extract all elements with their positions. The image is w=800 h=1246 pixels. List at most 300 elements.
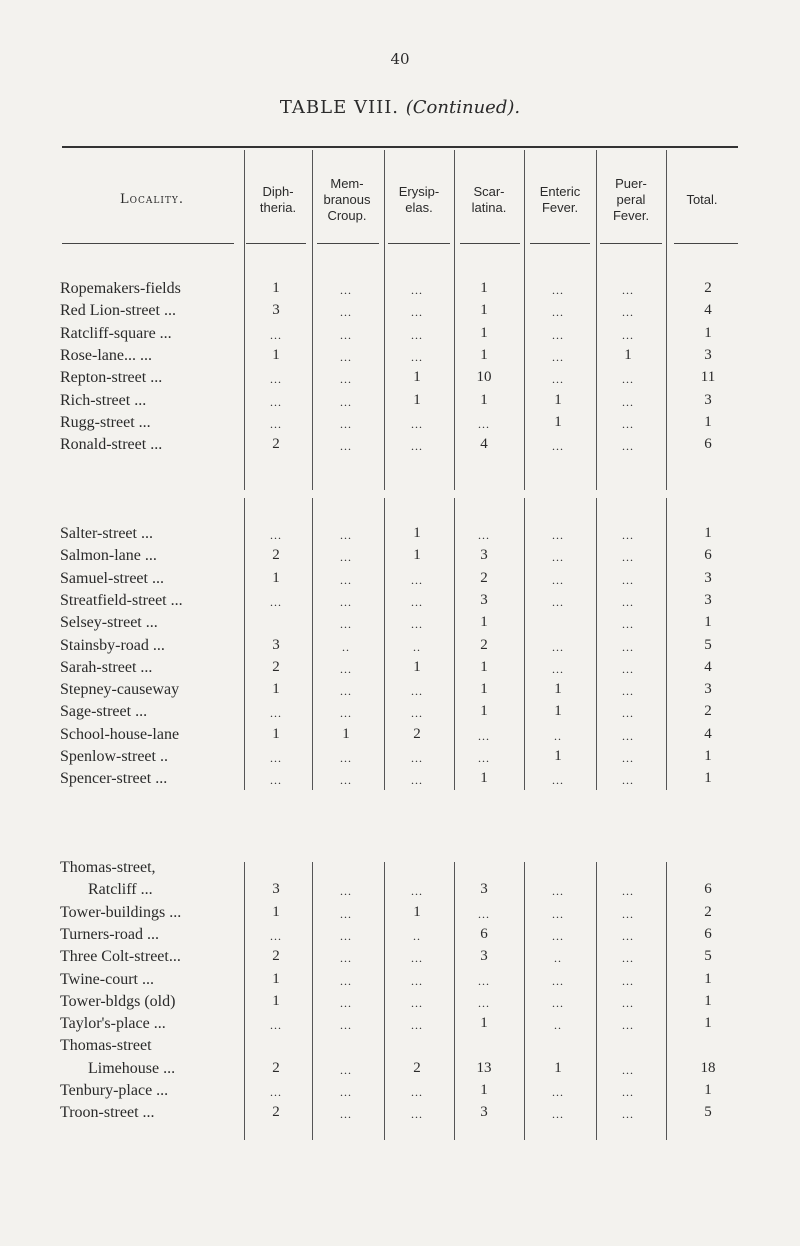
header-locality: Locality. xyxy=(119,192,184,207)
table-cell: 6 xyxy=(704,436,712,453)
table-cell: ... xyxy=(622,995,634,1010)
table-cell: 1 xyxy=(413,525,421,541)
table-cell: 1 xyxy=(272,569,280,586)
table-cell: ... xyxy=(622,661,634,676)
table-cell: 1 xyxy=(342,725,350,742)
locality-name: Thomas-street, xyxy=(60,859,156,876)
table-cell: 1 xyxy=(413,547,421,564)
locality-name: Twine-court ... xyxy=(60,970,154,988)
table-cell: 2 xyxy=(704,280,712,296)
header-line: Total. xyxy=(686,192,718,207)
table-cell: ... xyxy=(552,928,564,943)
table-cell: ... xyxy=(622,1018,634,1033)
table-cell: 2 xyxy=(272,547,280,564)
table-row xyxy=(0,1037,800,1059)
table-cell: ... xyxy=(552,439,564,454)
table-cell: ... xyxy=(270,394,282,409)
table-cell: 1 xyxy=(480,302,488,319)
header-underline xyxy=(530,243,590,244)
locality-name: Salter-street ... xyxy=(60,525,153,542)
header-underline xyxy=(460,243,520,244)
table-row xyxy=(0,681,800,703)
table-row xyxy=(0,547,800,569)
table-cell: ... xyxy=(270,327,282,342)
table-cell: ... xyxy=(478,728,490,743)
table-cell: ... xyxy=(411,973,423,988)
table-cell: 4 xyxy=(480,436,488,453)
locality-name: Spenlow-street .. xyxy=(60,748,168,765)
table-cell: ... xyxy=(340,1018,352,1033)
table-header xyxy=(0,150,800,250)
table-cell: ... xyxy=(270,372,282,387)
table-cell: 2 xyxy=(480,636,488,653)
table-cell: ... xyxy=(270,928,282,943)
locality-name: Turners-road ... xyxy=(60,925,159,943)
table-cell: 1 xyxy=(413,658,421,675)
table-cell: 1 xyxy=(704,614,712,631)
table-cell: 2 xyxy=(272,658,280,675)
table-cell: ... xyxy=(340,1085,352,1099)
table-cell: ... xyxy=(622,617,634,632)
table-row xyxy=(0,726,800,748)
table-cell: .. xyxy=(413,928,421,943)
table-cell: ... xyxy=(340,349,352,364)
table-cell: ... xyxy=(411,1085,423,1099)
table-cell: 2 xyxy=(413,1059,421,1076)
table-cell: ... xyxy=(622,684,634,699)
table-cell: ... xyxy=(340,928,352,943)
locality-name: Ratcliff ... xyxy=(88,881,153,899)
table-cell: 1 xyxy=(272,970,280,987)
table-row xyxy=(0,703,800,725)
table-cell: 1 xyxy=(272,903,280,920)
table-cell: 2 xyxy=(272,1104,280,1121)
table-cell: ... xyxy=(552,305,564,320)
table-cell: ... xyxy=(411,594,423,609)
table-cell: 1 xyxy=(272,280,280,296)
table-cell: ... xyxy=(270,751,282,765)
table-cell: ... xyxy=(411,349,423,364)
table-cell: 3 xyxy=(704,591,712,608)
table-cell: ... xyxy=(552,1085,564,1099)
table-cell: 13 xyxy=(476,1059,492,1076)
table-cell: ... xyxy=(622,305,634,320)
table-cell: .. xyxy=(554,1018,562,1033)
locality-name: Tower-bldgs (old) xyxy=(60,992,176,1010)
table-cell: ... xyxy=(622,973,634,988)
table-cell: 4 xyxy=(704,725,712,742)
locality-name: Repton-street ... xyxy=(60,369,163,387)
table-cell: 2 xyxy=(480,569,488,586)
table-cell: 1 xyxy=(480,1015,488,1032)
table-title-main: TABLE VIII. xyxy=(279,97,400,118)
table-cell: ... xyxy=(552,639,564,654)
table-row xyxy=(0,1104,800,1126)
table-cell: 6 xyxy=(704,925,712,942)
table-cell: 3 xyxy=(272,881,280,898)
table-row xyxy=(0,770,800,792)
header-enteric xyxy=(524,150,596,250)
table-cell: ... xyxy=(478,751,490,765)
table-cell: ... xyxy=(552,594,564,609)
table-cell: 2 xyxy=(704,903,712,920)
table-cell: ... xyxy=(552,995,564,1010)
table-cell: ... xyxy=(411,283,423,297)
table-cell: 5 xyxy=(704,1104,712,1121)
table-cell: 1 xyxy=(480,658,488,675)
table-cell: 3 xyxy=(704,391,712,408)
table-cell: 2 xyxy=(704,703,712,720)
table-cell: 1 xyxy=(704,1015,712,1032)
table-row xyxy=(0,859,800,881)
header-text xyxy=(686,192,717,208)
table-cell: ... xyxy=(411,684,423,699)
top-rule xyxy=(62,146,738,148)
table-cell: 3 xyxy=(704,681,712,698)
table-row xyxy=(0,414,800,436)
table-cell: ... xyxy=(411,617,423,632)
header-underline xyxy=(62,243,234,244)
table-cell: ... xyxy=(478,906,490,921)
table-cell: ... xyxy=(411,995,423,1010)
header-underline xyxy=(317,243,379,244)
table-cell: ... xyxy=(552,884,564,899)
table-row xyxy=(0,614,800,636)
table-cell: ... xyxy=(270,594,282,609)
table-cell: 3 xyxy=(480,881,488,898)
table-cell: ... xyxy=(622,1062,634,1077)
table-cell: ... xyxy=(478,528,490,542)
header-diphtheria xyxy=(244,150,312,250)
table-cell: ... xyxy=(622,1107,634,1122)
table-cell: ... xyxy=(340,439,352,454)
table-row xyxy=(0,1082,800,1104)
header-total xyxy=(666,150,738,250)
table-cell: 1 xyxy=(554,391,562,408)
locality-name: Limehouse ... xyxy=(88,1059,176,1077)
locality-name: Ronald-street ... xyxy=(60,436,163,454)
table-cell: ... xyxy=(622,394,634,409)
table-cell: ... xyxy=(552,327,564,342)
header-text xyxy=(613,176,649,224)
table-row xyxy=(0,1015,800,1037)
header-erysipelas xyxy=(384,150,454,250)
locality-name: Selsey-street ... xyxy=(60,614,158,632)
header-scarlatina xyxy=(454,150,524,250)
header-text xyxy=(540,184,580,216)
table-cell: 1 xyxy=(480,770,488,787)
table-cell: 1 xyxy=(413,391,421,408)
locality-name: Stepney-causeway xyxy=(60,681,180,699)
table-cell: ... xyxy=(340,973,352,988)
header-text xyxy=(472,184,507,216)
table-cell: ... xyxy=(622,751,634,765)
header-line: Croup. xyxy=(327,208,367,223)
locality-name: Red Lion-street ... xyxy=(60,302,176,320)
table-cell: 5 xyxy=(704,948,712,965)
table-cell: 1 xyxy=(272,725,280,742)
table-cell: 1 xyxy=(272,346,280,363)
table-cell: ... xyxy=(270,416,282,431)
table-cell: ... xyxy=(340,572,352,587)
table-cell: ... xyxy=(340,1062,352,1077)
header-line: Diph- xyxy=(262,184,294,199)
table-row xyxy=(0,525,800,547)
locality-name: Tenbury-place ... xyxy=(60,1082,169,1099)
table-cell: ... xyxy=(622,439,634,454)
header-croup xyxy=(312,150,382,250)
table-cell: ... xyxy=(411,1107,423,1122)
table-cell: 1 xyxy=(480,614,488,631)
table-cell: 4 xyxy=(704,658,712,675)
table-title-suffix: (Continued). xyxy=(405,97,521,118)
table-cell: ... xyxy=(411,1018,423,1033)
table-cell: ... xyxy=(270,1085,282,1099)
table-cell: 1 xyxy=(480,681,488,698)
table-cell: ... xyxy=(552,283,564,297)
table-cell: ... xyxy=(411,327,423,342)
table-row xyxy=(0,280,800,302)
table-cell: 1 xyxy=(480,280,488,296)
table-cell: 6 xyxy=(704,881,712,898)
table-cell: 1 xyxy=(554,748,562,764)
locality-name: Taylor's-place ... xyxy=(60,1015,166,1033)
table-cell: ... xyxy=(340,594,352,609)
table-cell: 6 xyxy=(480,925,488,942)
header-underline xyxy=(388,243,450,244)
page-number: 40 xyxy=(390,50,410,68)
table-cell: ... xyxy=(270,1018,282,1033)
table-cell: 2 xyxy=(413,725,421,742)
header-line: Puer- xyxy=(615,176,647,191)
table-cell: ... xyxy=(340,394,352,409)
table-cell: 1 xyxy=(272,681,280,698)
table-cell: ... xyxy=(411,951,423,966)
table-row xyxy=(0,748,800,770)
locality-name: Ratcliff-square ... xyxy=(60,324,172,342)
table-cell: 2 xyxy=(272,948,280,965)
table-cell: ... xyxy=(411,572,423,587)
table-cell: 18 xyxy=(700,1059,716,1076)
table-cell: ... xyxy=(552,1107,564,1122)
table-cell: ... xyxy=(622,706,634,721)
locality-name: Spencer-street ... xyxy=(60,770,168,788)
table-cell: ... xyxy=(340,751,352,765)
header-line: elas. xyxy=(405,200,433,215)
table-cell: 3 xyxy=(272,302,280,319)
header-line: theria. xyxy=(259,200,297,215)
table-row xyxy=(0,1060,800,1082)
table-cell: ... xyxy=(340,951,352,966)
table-cell: ... xyxy=(411,706,423,721)
header-underline xyxy=(674,243,738,244)
table-row xyxy=(0,392,800,414)
table-row xyxy=(0,592,800,614)
table-cell: ... xyxy=(552,372,564,387)
table-cell: 1 xyxy=(272,992,280,1009)
table-cell: ... xyxy=(411,439,423,454)
locality-name: Samuel-street ... xyxy=(60,569,164,587)
header-line: Scar- xyxy=(473,184,505,199)
table-cell: ... xyxy=(411,305,423,320)
table-cell: ... xyxy=(552,550,564,565)
table-cell: 4 xyxy=(704,302,712,319)
table-cell: 1 xyxy=(704,992,712,1009)
locality-name: Troon-street ... xyxy=(60,1104,155,1122)
table-row xyxy=(0,436,800,458)
table-cell: ... xyxy=(340,283,352,297)
table-cell: 3 xyxy=(704,569,712,586)
table-cell: ... xyxy=(552,661,564,676)
header-line: Fever. xyxy=(612,208,650,223)
table-cell: ... xyxy=(340,372,352,387)
table-cell: 1 xyxy=(704,748,712,764)
table-cell: ... xyxy=(622,773,634,788)
header-line: Erysip- xyxy=(398,184,440,199)
table-row xyxy=(0,302,800,324)
table-cell: ... xyxy=(340,773,352,788)
table-cell: 1 xyxy=(704,324,712,341)
locality-name: Thomas-street xyxy=(60,1037,152,1055)
table-cell: ... xyxy=(270,528,282,542)
table-cell: ... xyxy=(411,751,423,765)
locality-name: Stainsby-road ... xyxy=(60,636,165,654)
table-cell: 1 xyxy=(624,346,632,363)
table-cell: ... xyxy=(622,1085,634,1099)
table-cell: ... xyxy=(340,995,352,1010)
table-cell: 1 xyxy=(480,703,488,720)
table-cell: 1 xyxy=(480,1082,488,1098)
table-cell: 1 xyxy=(554,413,562,430)
table-cell: ... xyxy=(411,773,423,788)
locality-name: Streatfield-street ... xyxy=(60,591,183,609)
table-cell: 1 xyxy=(554,1059,562,1076)
table-cell: ... xyxy=(552,906,564,921)
table-cell: 3 xyxy=(480,591,488,608)
table-cell: 10 xyxy=(476,369,492,386)
locality-name: Sage-street ... xyxy=(60,703,148,721)
header-underline xyxy=(600,243,662,244)
table-cell: ... xyxy=(340,706,352,721)
table-cell: 1 xyxy=(554,703,562,720)
table-cell: ... xyxy=(622,550,634,565)
table-cell: 1 xyxy=(704,1082,712,1098)
table-cell: 3 xyxy=(272,636,280,653)
table-row xyxy=(0,659,800,681)
table-cell: 3 xyxy=(480,948,488,965)
table-cell: ... xyxy=(622,639,634,654)
header-line: latina. xyxy=(471,200,507,215)
table-row xyxy=(0,926,800,948)
table-cell: ... xyxy=(622,728,634,743)
table-cell: ... xyxy=(340,884,352,899)
table-row xyxy=(0,325,800,347)
table-cell: ... xyxy=(622,594,634,609)
table-row xyxy=(0,570,800,592)
locality-name: Sarah-street ... xyxy=(60,658,153,676)
table-row xyxy=(0,904,800,926)
table-cell: ... xyxy=(622,951,634,966)
table-row xyxy=(0,347,800,369)
header-text xyxy=(399,184,439,216)
table-cell: ... xyxy=(340,684,352,699)
header-line: Enteric xyxy=(539,184,581,199)
table-row xyxy=(0,993,800,1015)
table-cell: ... xyxy=(622,906,634,921)
header-line: Mem- xyxy=(330,176,364,191)
header-line: Fever. xyxy=(541,200,579,215)
table-cell: ... xyxy=(552,528,564,542)
table-cell: ... xyxy=(622,283,634,297)
table-row xyxy=(0,369,800,391)
table-cell: 3 xyxy=(480,1104,488,1121)
table-cell: 1 xyxy=(413,903,421,920)
table-cell: ... xyxy=(340,327,352,342)
locality-name: Salmon-lane ... xyxy=(60,547,157,565)
header-underline xyxy=(246,243,306,244)
table-cell: 3 xyxy=(480,547,488,564)
table-cell: 1 xyxy=(704,413,712,430)
table-row xyxy=(0,881,800,903)
locality-name: Rugg-street ... xyxy=(60,413,151,431)
table-cell: ... xyxy=(622,372,634,387)
table-cell: ... xyxy=(622,416,634,431)
table-cell: 2 xyxy=(272,1059,280,1076)
table-cell: 1 xyxy=(413,369,421,386)
table-cell: ... xyxy=(411,884,423,899)
table-cell: .. xyxy=(413,639,421,654)
table-cell: ... xyxy=(552,973,564,988)
table-row xyxy=(0,637,800,659)
table-cell: ... xyxy=(411,416,423,431)
table-cell: ... xyxy=(622,528,634,542)
locality-name: Rose-lane... ... xyxy=(60,346,152,364)
table-cell: 2 xyxy=(272,436,280,453)
header-text xyxy=(260,184,296,216)
table-row xyxy=(0,948,800,970)
locality-name: Rich-street ... xyxy=(60,391,147,409)
table-cell: ... xyxy=(270,773,282,788)
table-cell: ... xyxy=(340,661,352,676)
table-cell: ... xyxy=(622,572,634,587)
locality-name: Three Colt-street... xyxy=(60,948,181,966)
locality-name: Ropemakers-fields xyxy=(60,280,181,297)
table-cell: 6 xyxy=(704,547,712,564)
table-cell: ... xyxy=(340,906,352,921)
table-cell: 11 xyxy=(700,369,716,386)
table-cell: 5 xyxy=(704,636,712,653)
table-cell: ... xyxy=(552,572,564,587)
table-cell: .. xyxy=(554,951,562,966)
table-cell: ... xyxy=(340,1107,352,1122)
header-text xyxy=(324,176,371,224)
table-cell: ... xyxy=(552,773,564,788)
table-cell: 3 xyxy=(704,346,712,363)
table-cell: .. xyxy=(554,728,562,743)
table-cell: 1 xyxy=(480,391,488,408)
locality-name: School-house-lane xyxy=(60,725,180,743)
table-cell: ... xyxy=(340,528,352,542)
table-cell: ... xyxy=(340,550,352,565)
table-cell: ... xyxy=(622,928,634,943)
table-cell: 1 xyxy=(480,324,488,341)
table-cell: ... xyxy=(622,327,634,342)
table-cell: 1 xyxy=(554,681,562,698)
header-line: peral xyxy=(616,192,646,207)
table-cell: ... xyxy=(270,706,282,721)
table-cell: ... xyxy=(340,617,352,632)
table-cell: 1 xyxy=(704,970,712,987)
